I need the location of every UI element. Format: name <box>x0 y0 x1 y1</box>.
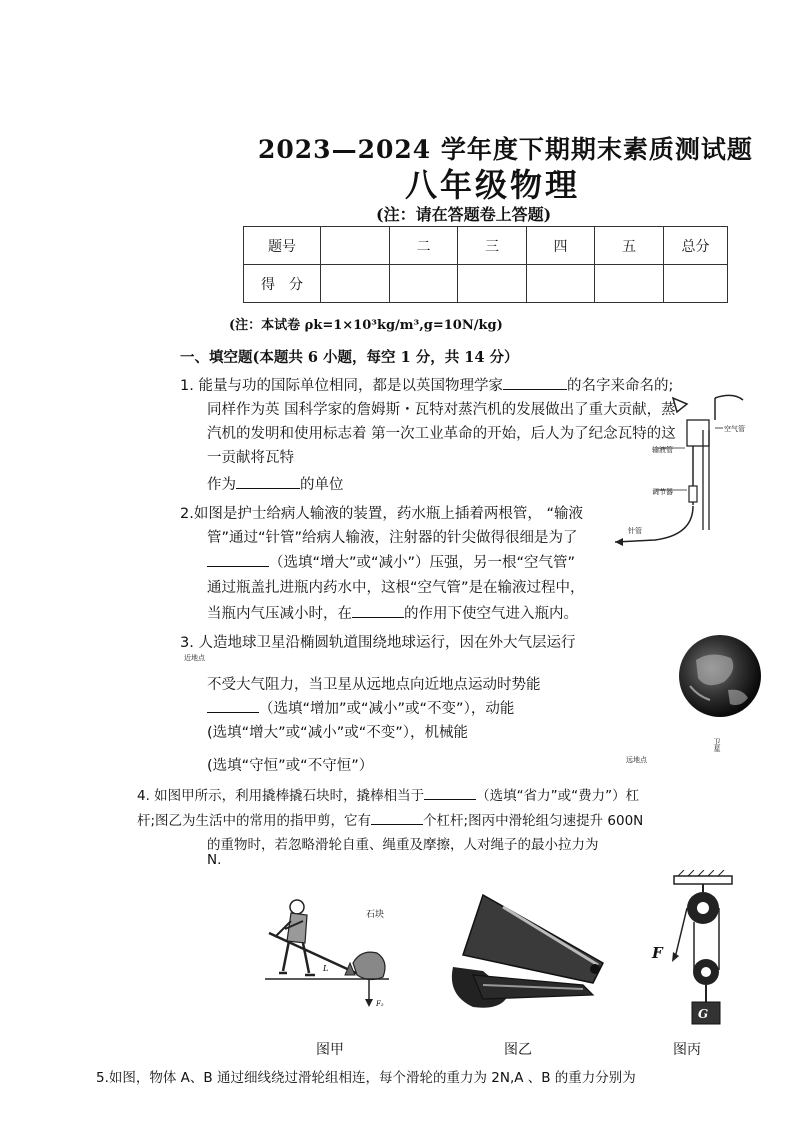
q4-text: 个杠杆;图丙中滑轮组匀速提升 600N <box>423 813 644 829</box>
q5-line-1: 5.如图，物体 A、B 通过细线绕过滑轮组相连，每个滑轮的重力为 2N,A 、B 的重力分别为 <box>96 1070 636 1086</box>
table-cell: 五 <box>595 227 664 265</box>
q4-line-4: N. <box>207 852 222 868</box>
table-cell: 总分 <box>664 227 728 265</box>
table-cell <box>458 265 527 303</box>
q3-line-3 <box>207 697 514 718</box>
q3-line-1: 3. 人造地球卫星沿椭圆轨道围绕地球运行，因在外大气层运行 <box>180 635 576 651</box>
q1-line-3: 汽机的发明和使用标志着 第一次工业革命的开始，后人为了纪念瓦特的这 <box>207 426 676 442</box>
needle-label: 针管 <box>628 527 642 535</box>
score-table <box>243 226 728 303</box>
q1-line-5 <box>207 473 344 494</box>
answer-blank <box>424 799 476 800</box>
answer-blank <box>236 488 300 489</box>
near-point-label: 近地点 <box>184 654 205 662</box>
lever-arm-mark: L <box>323 964 329 973</box>
q1-text: 的单位 <box>300 477 344 493</box>
table-cell <box>321 227 390 265</box>
pulley-system-figure <box>660 870 740 1030</box>
table-cell: 二 <box>390 227 458 265</box>
q3-line-2: 不受大气阻力，当卫星从远地点向近地点运动时势能 <box>207 677 541 693</box>
table-cell: 三 <box>458 227 527 265</box>
table-cell <box>664 265 728 303</box>
figure-caption-yi: 图乙 <box>504 1042 532 1058</box>
table-cell <box>527 265 595 303</box>
q1-text: 的名字来命名的; <box>566 378 674 394</box>
q4-text: 4. 如图甲所示，利用撬棒撬石块时，撬棒相当于 <box>137 788 425 804</box>
weight-g-label: G <box>698 1007 709 1021</box>
table-cell <box>390 265 458 303</box>
nail-clipper-figure <box>443 885 613 1015</box>
q2-text: 的作用下使空气进入瓶内。 <box>404 606 578 622</box>
q4-line-1 <box>137 784 639 804</box>
far-point-label: 远地点 <box>626 756 647 764</box>
table-cell <box>595 265 664 303</box>
answer-blank <box>352 617 404 618</box>
q2-text: 当瓶内气压减小时，在 <box>207 606 352 622</box>
q4-text: 杆;图乙为生活中的常用的指甲剪，它有 <box>137 813 372 829</box>
table-cell <box>321 265 390 303</box>
q4-line-3: 的重物时，若忽略滑轮自重、绳重及摩擦，人对绳子的最小拉力为 <box>207 837 599 853</box>
air-tube-label: 空气管 <box>724 425 745 433</box>
q4-line-2 <box>137 809 643 829</box>
q1-line-4: 一贡献将瓦特 <box>207 450 294 466</box>
q2-line-3 <box>207 551 575 572</box>
q1-line-2: 同样作为英 国科学家的詹姆斯・瓦特对蒸汽机的发展做出了重大贡献，蒸 <box>207 402 676 418</box>
q2-line-5 <box>207 602 578 623</box>
q2-line-4: 通过瓶盖扎进瓶内药水中，这根“空气管”是在输液过程中， <box>207 580 585 596</box>
table-cell: 题号 <box>244 227 321 265</box>
q3-text: （选填“增加”或“减小”或“不变”），动能 <box>259 701 515 717</box>
figure-caption-jia: 图甲 <box>316 1042 344 1058</box>
q1-line-1 <box>180 374 673 395</box>
infusion-tube-label: 输液管 <box>652 446 673 454</box>
q2-line-2: 管”通过“针管”给病人输液，注射器的针尖做得很细是为了 <box>207 530 578 546</box>
answer-instruction: (注：请在答题卷上答题) <box>376 205 552 224</box>
figure-caption-bing: 图丙 <box>673 1042 701 1058</box>
subject-title: 八年级物理 <box>405 166 581 204</box>
rock-label: 石块 <box>366 910 385 920</box>
force-f-label: F <box>652 944 663 962</box>
q1-text: 1. 能量与功的国际单位相同，都是以英国物理学家 <box>180 378 503 394</box>
answer-blank <box>207 712 259 713</box>
satellite-side-mark: 卫星 <box>713 738 721 752</box>
table-row <box>244 227 728 265</box>
answer-blank <box>371 824 423 825</box>
regulator-label: 调节器 <box>652 488 673 496</box>
constants-note: (注：本试卷 ρk=1×10³kg/m³,g=10N/kg) <box>229 318 503 333</box>
force-f2-label: F₂ <box>376 1000 384 1008</box>
q1-text: 作为 <box>207 477 236 493</box>
section-heading: 一、填空题(本题共 6 小题，每空 1 分，共 14 分） <box>180 349 519 366</box>
answer-blank <box>503 389 567 390</box>
q3-line-5: (选填“守恒”或“不守恒”） <box>207 758 374 774</box>
q2-text: （选填“增大”或“减小”）压强，另一根“空气管” <box>269 555 576 571</box>
table-cell: 得 分 <box>244 265 321 303</box>
table-cell: 四 <box>527 227 595 265</box>
table-row <box>244 265 728 303</box>
q3-line-4: (选填“增大”或“减小”或“不变”），机械能 <box>207 725 468 741</box>
exam-title: 2023—2024 学年度下期期末素质测试题 <box>258 135 753 164</box>
answer-blank <box>207 566 269 567</box>
q2-line-1: 2.如图是护士给病人输液的装置，药水瓶上插着两根管， “输液 <box>180 506 583 522</box>
earth-satellite-figure <box>676 630 766 725</box>
q4-text: （选填“省力”或“费力”）杠 <box>476 788 640 804</box>
